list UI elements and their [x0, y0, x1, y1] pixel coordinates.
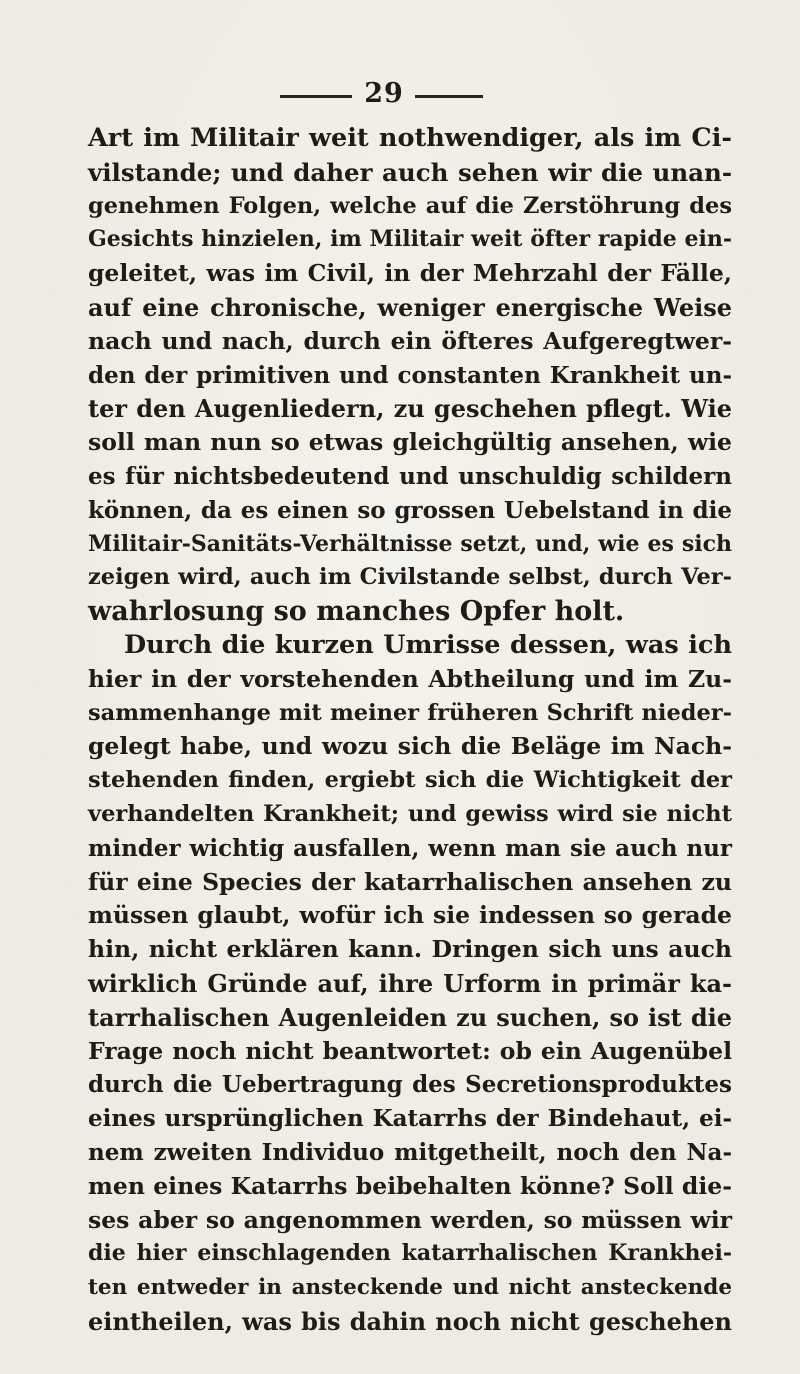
- text-line: minder wichtig ausfallen, wenn man sie auch nur: [88, 834, 732, 862]
- text-line: durch die Uebertragung des Secretionsproduktes: [88, 1071, 732, 1099]
- text-line: Frage noch nicht beantwortet: ob ein Augenübel: [88, 1036, 732, 1065]
- header-rule-left: [280, 95, 352, 98]
- paragraph-end-line: wahrlosung so manches Opfer holt.: [88, 596, 625, 628]
- body-text: [88, 122, 732, 1339]
- text-line: Art im Militair weit nothwendiger, als im Ci-: [88, 123, 732, 153]
- text-line: ten entweder in ansteckende und nicht ansteckende: [88, 1275, 732, 1301]
- text-line: können, da es einen so grossen Uebelstand in die: [88, 496, 732, 524]
- text-line: eintheilen, was bis dahin noch nicht geschehen: [88, 1306, 732, 1336]
- text-line: zeigen wird, auch im Civilstande selbst, durch Ver-: [88, 564, 732, 591]
- text-line: gelegt habe, und wozu sich die Beläge im Nach-: [88, 732, 732, 761]
- text-line: es für nichtsbedeutend und unschuldig schildern: [88, 462, 732, 490]
- text-line: ter den Augenliedern, zu geschehen pflegt. Wie: [88, 394, 732, 424]
- text-line: müssen glaubt, wofür ich sie indessen so gerade: [88, 901, 732, 930]
- text-line: die hier einschlagenden katarrhalischen Krankhei-: [88, 1240, 732, 1267]
- text-line: hin, nicht erklären kann. Dringen sich uns auch: [88, 935, 732, 964]
- text-line: genehmen Folgen, welche auf die Zerstöhrung des: [88, 192, 732, 219]
- text-line: nach und nach, durch ein öfteres Aufgeregtwer-: [88, 326, 732, 355]
- text-line: verhandelten Krankheit; und gewiss wird sie nicht: [88, 800, 732, 827]
- text-line: nem zweiten Individuo mitgetheilt, noch den Na-: [88, 1138, 732, 1166]
- text-line: ses aber so angenommen werden, so müssen wir: [88, 1205, 732, 1234]
- paragraph-start-line: Durch die kurzen Umrisse dessen, was ich: [124, 629, 732, 660]
- text-line: den der primitiven und constanten Krankheit un-: [88, 361, 732, 389]
- page-header: [0, 80, 800, 110]
- text-line: sammenhange mit meiner früheren Schrift nieder-: [88, 699, 732, 726]
- text-line: vilstande; und daher auch sehen wir die unan-: [88, 157, 732, 187]
- text-line: men eines Katarrhs beibehalten könne? Soll die-: [88, 1171, 732, 1200]
- text-line: Gesichts hinzielen, im Militair weit öfter rapide ein-: [88, 226, 732, 253]
- page-number: 29: [364, 78, 404, 109]
- text-line: eines ursprünglichen Katarrhs der Bindehaut, ei-: [88, 1105, 732, 1133]
- text-line: geleitet, was im Civil, in der Mehrzahl der Fälle,: [88, 259, 732, 288]
- text-line: hier in der vorstehenden Abtheilung und im Zu-: [88, 664, 732, 693]
- text-line: stehenden finden, ergiebt sich die Wichtigkeit der: [88, 767, 732, 794]
- text-line: wirklich Gründe auf, ihre Urform in primär ka-: [88, 968, 732, 998]
- text-line: auf eine chronische, weniger energische Weise: [88, 292, 732, 322]
- text-line: für eine Species der katarrhalischen ansehen zu: [88, 867, 732, 896]
- text-line: soll man nun so etwas gleichgültig ansehen, wie: [88, 428, 732, 457]
- text-line: Militair-Sanitäts-Verhältnisse setzt, und, wie es sich: [88, 530, 732, 557]
- header-rule-right: [415, 95, 483, 98]
- text-line: tarrhalischen Augenleiden zu suchen, so ist die: [88, 1002, 732, 1032]
